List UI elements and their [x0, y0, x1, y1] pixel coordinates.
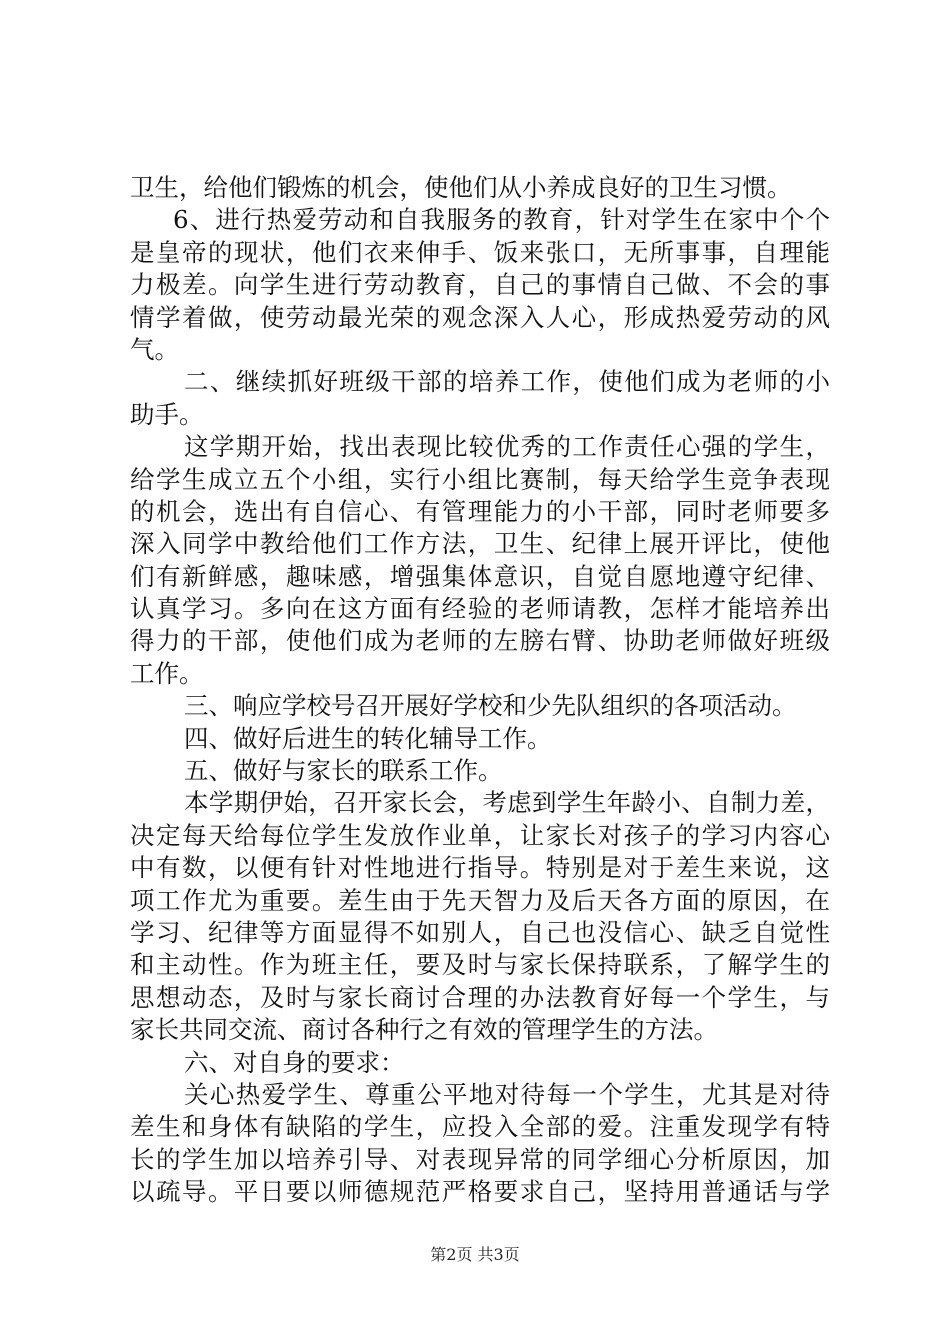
text-line: 思想动态，及时与家长商讨合理的办法教育好每一个学生，与	[130, 982, 830, 1012]
text-line: 6、进行热爱劳动和自我服务的教育，针对学生在家中个个	[173, 205, 830, 235]
document-body	[130, 172, 830, 1209]
text-line: 五、做好与家长的联系工作。	[184, 756, 503, 786]
text-line: 长的学生加以培养引导、对表现异常的同学细心分析原因，加	[130, 1144, 830, 1174]
text-line: 认真学习。多向在这方面有经验的老师请教，怎样才能培养出	[130, 594, 830, 624]
text-line: 深入同学中教给他们工作方法，卫生、纪律上展开评比，使他	[130, 529, 830, 559]
text-line: 的机会，选出有自信心、有管理能力的小干部，同时老师要多	[130, 496, 830, 526]
text-line: 项工作尤为重要。差生由于先天智力及后天各方面的原因，在	[130, 885, 830, 915]
text-line: 三、响应学校号召开展好学校和少先队组织的各项活动。	[184, 691, 797, 721]
text-line: 六、对自身的要求：	[184, 1047, 405, 1077]
text-line: 得力的干部，使他们成为老师的左膀右臂、协助老师做好班级	[130, 626, 830, 656]
text-line: 家长共同交流、商讨各种行之有效的管理学生的方法。	[130, 1015, 718, 1045]
text-line: 学习、纪律等方面显得不如别人，自己也没信心、缺乏自觉性	[130, 917, 830, 947]
text-line: 卫生，给他们锻炼的机会，使他们从小养成良好的卫生习惯。	[130, 173, 792, 202]
text-line: 以疏导。平日要以师德规范严格要求自己，坚持用普通话与学	[130, 1177, 830, 1207]
text-line: 们有新鲜感，趣味感，增强集体意识，自觉自愿地遵守纪律、	[130, 561, 830, 591]
text-line: 气。	[130, 334, 179, 364]
text-line: 中有数，以便有针对性地进行指导。特别是对于差生来说，这	[130, 853, 830, 883]
text-line: 助手。	[130, 399, 204, 429]
text-line: 四、做好后进生的转化辅导工作。	[184, 723, 552, 753]
text-line: 关心热爱学生、尊重公平地对待每一个学生，尤其是对待	[184, 1079, 830, 1109]
text-line: 本学期伊始，召开家长会，考虑到学生年龄小、自制力差，	[184, 788, 830, 818]
text-line: 和主动性。作为班主任，要及时与家长保持联系，了解学生的	[130, 950, 830, 980]
text-line: 力极差。向学生进行劳动教育，自己的事情自己做、不会的事	[130, 270, 830, 300]
text-line: 给学生成立五个小组，实行小组比赛制，每天给学生竞争表现	[130, 464, 830, 494]
page-number-footer: 第2页 共3页	[430, 1245, 520, 1264]
text-line: 情学着做，使劳动最光荣的观念深入人心，形成热爱劳动的风	[130, 302, 830, 332]
text-line: 工作。	[130, 658, 204, 688]
text-line: 这学期开始，找出表现比较优秀的工作责任心强的学生，	[184, 432, 830, 462]
text-line: 差生和身体有缺陷的学生，应投入全部的爱。注重发现学有特	[130, 1112, 830, 1142]
text-line: 是皇帝的现状，他们衣来伸手、饭来张口，无所事事，自理能	[130, 237, 830, 267]
text-line: 决定每天给每位学生发放作业单，让家长对孩子的学习内容心	[130, 820, 830, 850]
text-line: 二、继续抓好班级干部的培养工作，使他们成为老师的小	[184, 367, 830, 397]
